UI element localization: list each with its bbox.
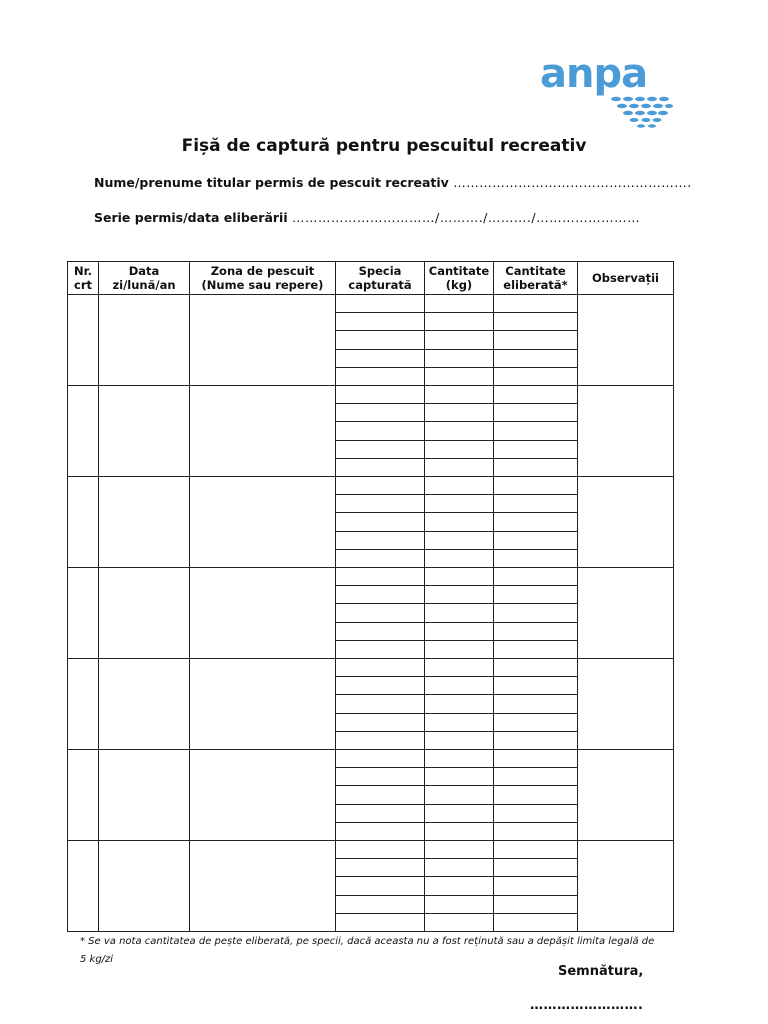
cell-species-line[interactable] bbox=[336, 714, 424, 732]
header-observations: Observații bbox=[578, 262, 674, 295]
header-released-quantity: Cantitate eliberată* bbox=[494, 262, 578, 295]
cell-released-quantity bbox=[494, 386, 578, 477]
cell-species-line[interactable] bbox=[336, 313, 424, 331]
cell-released-quantity-line[interactable] bbox=[494, 604, 577, 622]
cell-quantity-line[interactable] bbox=[425, 859, 493, 877]
cell-species bbox=[336, 659, 425, 750]
table-row bbox=[68, 386, 674, 477]
cell-quantity bbox=[425, 659, 494, 750]
cell-species-line[interactable] bbox=[336, 641, 424, 658]
table-row bbox=[68, 477, 674, 568]
cell-quantity-line[interactable] bbox=[425, 823, 493, 840]
cell-quantity bbox=[425, 295, 494, 386]
cell-species-line[interactable] bbox=[336, 623, 424, 641]
cell-released-quantity-line[interactable] bbox=[494, 313, 577, 331]
cell-released-quantity-line[interactable] bbox=[494, 477, 577, 495]
cell-species bbox=[336, 386, 425, 477]
cell-released-quantity-line[interactable] bbox=[494, 896, 577, 914]
cell-quantity-line[interactable] bbox=[425, 477, 493, 495]
cell-nr-crt[interactable] bbox=[68, 659, 99, 750]
logo-text: anpa bbox=[540, 51, 648, 97]
cell-nr-crt[interactable] bbox=[68, 841, 99, 932]
cell-released-quantity-line[interactable] bbox=[494, 768, 577, 786]
cell-nr-crt[interactable] bbox=[68, 750, 99, 841]
cell-quantity-line[interactable] bbox=[425, 732, 493, 749]
cell-fishing-zone[interactable] bbox=[190, 386, 336, 477]
cell-species-line[interactable] bbox=[336, 786, 424, 804]
cell-observations[interactable] bbox=[578, 477, 674, 568]
cell-released-quantity bbox=[494, 295, 578, 386]
cell-quantity-line[interactable] bbox=[425, 513, 493, 531]
cell-released-quantity-line[interactable] bbox=[494, 714, 577, 732]
permit-blank[interactable]: ……………………………/………./………./…………………… bbox=[291, 210, 641, 225]
cell-quantity-line[interactable] bbox=[425, 786, 493, 804]
cell-species bbox=[336, 750, 425, 841]
cell-species-line[interactable] bbox=[336, 841, 424, 859]
cell-released-quantity-line[interactable] bbox=[494, 586, 577, 604]
cell-released-quantity-line[interactable] bbox=[494, 459, 577, 476]
cell-species-line[interactable] bbox=[336, 513, 424, 531]
cell-quantity-line[interactable] bbox=[425, 459, 493, 476]
cell-date[interactable] bbox=[99, 841, 190, 932]
header-quantity: Cantitate (kg) bbox=[425, 262, 494, 295]
cell-released-quantity-line[interactable] bbox=[494, 786, 577, 804]
cell-nr-crt[interactable] bbox=[68, 477, 99, 568]
signature-label: Semnătura, bbox=[558, 964, 644, 979]
cell-species bbox=[336, 568, 425, 659]
cell-quantity-line[interactable] bbox=[425, 550, 493, 567]
cell-observations[interactable] bbox=[578, 568, 674, 659]
table-row bbox=[68, 295, 674, 386]
cell-observations[interactable] bbox=[578, 386, 674, 477]
cell-released-quantity-line[interactable] bbox=[494, 859, 577, 877]
header-species: Specia capturată bbox=[336, 262, 425, 295]
cell-quantity-line[interactable] bbox=[425, 659, 493, 677]
cell-released-quantity-line[interactable] bbox=[494, 841, 577, 859]
cell-quantity-line[interactable] bbox=[425, 422, 493, 440]
cell-quantity-line[interactable] bbox=[425, 750, 493, 768]
cell-species-line[interactable] bbox=[336, 859, 424, 877]
cell-species-line[interactable] bbox=[336, 914, 424, 931]
cell-species-line[interactable] bbox=[336, 568, 424, 586]
cell-species-line[interactable] bbox=[336, 677, 424, 695]
cell-species-line[interactable] bbox=[336, 459, 424, 476]
cell-quantity-line[interactable] bbox=[425, 714, 493, 732]
cell-species-line[interactable] bbox=[336, 368, 424, 385]
cell-fishing-zone[interactable] bbox=[190, 295, 336, 386]
cell-quantity-line[interactable] bbox=[425, 677, 493, 695]
cell-species-line[interactable] bbox=[336, 896, 424, 914]
cell-released-quantity-line[interactable] bbox=[494, 513, 577, 531]
cell-fishing-zone[interactable] bbox=[190, 477, 336, 568]
cell-released-quantity-line[interactable] bbox=[494, 495, 577, 513]
cell-date[interactable] bbox=[99, 295, 190, 386]
cell-observations[interactable] bbox=[578, 750, 674, 841]
cell-date[interactable] bbox=[99, 386, 190, 477]
cell-date[interactable] bbox=[99, 659, 190, 750]
cell-species bbox=[336, 841, 425, 932]
cell-species-line[interactable] bbox=[336, 805, 424, 823]
cell-species-line[interactable] bbox=[336, 404, 424, 422]
table-row bbox=[68, 750, 674, 841]
cell-quantity-line[interactable] bbox=[425, 695, 493, 713]
cell-observations[interactable] bbox=[578, 841, 674, 932]
cell-quantity-line[interactable] bbox=[425, 641, 493, 658]
cell-released-quantity-line[interactable] bbox=[494, 805, 577, 823]
cell-quantity bbox=[425, 568, 494, 659]
page-title: Fișă de captură pentru pescuitul recreativ bbox=[181, 136, 587, 156]
anpa-logo bbox=[538, 50, 678, 130]
cell-released-quantity-line[interactable] bbox=[494, 623, 577, 641]
cell-released-quantity-line[interactable] bbox=[494, 914, 577, 931]
cell-date[interactable] bbox=[99, 568, 190, 659]
cell-released-quantity-line[interactable] bbox=[494, 695, 577, 713]
table-header-row bbox=[68, 262, 674, 295]
permit-field[interactable] bbox=[94, 210, 640, 225]
cell-quantity bbox=[425, 750, 494, 841]
cell-species-line[interactable] bbox=[336, 386, 424, 404]
cell-species-line[interactable] bbox=[336, 750, 424, 768]
cell-released-quantity-line[interactable] bbox=[494, 441, 577, 459]
holder-name-label: Nume/prenume titular permis de pescuit recreativ bbox=[94, 175, 449, 190]
cell-quantity-line[interactable] bbox=[425, 841, 493, 859]
cell-species bbox=[336, 295, 425, 386]
cell-released-quantity-line[interactable] bbox=[494, 877, 577, 895]
cell-nr-crt[interactable] bbox=[68, 295, 99, 386]
cell-quantity bbox=[425, 477, 494, 568]
cell-quantity-line[interactable] bbox=[425, 295, 493, 313]
cell-fishing-zone[interactable] bbox=[190, 659, 336, 750]
cell-quantity-line[interactable] bbox=[425, 350, 493, 368]
table-row bbox=[68, 659, 674, 750]
table-row bbox=[68, 568, 674, 659]
cell-released-quantity-line[interactable] bbox=[494, 368, 577, 385]
header-fishing-zone: Zona de pescuit (Nume sau repere) bbox=[190, 262, 336, 295]
cell-fishing-zone[interactable] bbox=[190, 750, 336, 841]
cell-quantity-line[interactable] bbox=[425, 386, 493, 404]
cell-released-quantity-line[interactable] bbox=[494, 732, 577, 749]
cell-released-quantity-line[interactable] bbox=[494, 659, 577, 677]
cell-species-line[interactable] bbox=[336, 422, 424, 440]
cell-quantity-line[interactable] bbox=[425, 568, 493, 586]
cell-quantity-line[interactable] bbox=[425, 441, 493, 459]
cell-released-quantity bbox=[494, 841, 578, 932]
signature-line[interactable]: ……………………. bbox=[530, 998, 644, 1013]
cell-observations[interactable] bbox=[578, 295, 674, 386]
cell-quantity-line[interactable] bbox=[425, 604, 493, 622]
permit-label: Serie permis/data eliberării bbox=[94, 210, 288, 225]
cell-quantity-line[interactable] bbox=[425, 368, 493, 385]
cell-date[interactable] bbox=[99, 477, 190, 568]
cell-released-quantity-line[interactable] bbox=[494, 295, 577, 313]
cell-quantity-line[interactable] bbox=[425, 532, 493, 550]
cell-species-line[interactable] bbox=[336, 550, 424, 567]
holder-name-blank[interactable]: ………………………………………………. bbox=[453, 175, 692, 190]
cell-quantity bbox=[425, 841, 494, 932]
fish-school-icon bbox=[608, 94, 674, 128]
cell-species-line[interactable] bbox=[336, 350, 424, 368]
cell-species-line[interactable] bbox=[336, 586, 424, 604]
cell-species-line[interactable] bbox=[336, 495, 424, 513]
cell-quantity bbox=[425, 386, 494, 477]
footnote: * Se va nota cantitatea de pește eliberată, pe specii, dacă aceasta nu a fost reținută sau a depășit limita legală de 5 kg/zi bbox=[80, 936, 655, 965]
cell-fishing-zone[interactable] bbox=[190, 568, 336, 659]
cell-released-quantity bbox=[494, 477, 578, 568]
cell-quantity-line[interactable] bbox=[425, 768, 493, 786]
cell-quantity-line[interactable] bbox=[425, 896, 493, 914]
catch-log-table bbox=[67, 261, 674, 932]
cell-quantity-line[interactable] bbox=[425, 877, 493, 895]
cell-species-line[interactable] bbox=[336, 477, 424, 495]
cell-released-quantity-line[interactable] bbox=[494, 350, 577, 368]
cell-released-quantity-line[interactable] bbox=[494, 404, 577, 422]
cell-nr-crt[interactable] bbox=[68, 568, 99, 659]
cell-quantity-line[interactable] bbox=[425, 805, 493, 823]
cell-species-line[interactable] bbox=[336, 659, 424, 677]
cell-fishing-zone[interactable] bbox=[190, 841, 336, 932]
cell-species-line[interactable] bbox=[336, 695, 424, 713]
cell-date[interactable] bbox=[99, 750, 190, 841]
cell-released-quantity-line[interactable] bbox=[494, 422, 577, 440]
cell-released-quantity-line[interactable] bbox=[494, 750, 577, 768]
cell-released-quantity-line[interactable] bbox=[494, 386, 577, 404]
cell-quantity-line[interactable] bbox=[425, 623, 493, 641]
cell-species-line[interactable] bbox=[336, 732, 424, 749]
cell-species-line[interactable] bbox=[336, 823, 424, 840]
cell-released-quantity-line[interactable] bbox=[494, 331, 577, 349]
cell-released-quantity-line[interactable] bbox=[494, 532, 577, 550]
cell-quantity-line[interactable] bbox=[425, 914, 493, 931]
cell-species-line[interactable] bbox=[336, 604, 424, 622]
cell-released-quantity-line[interactable] bbox=[494, 823, 577, 840]
cell-quantity-line[interactable] bbox=[425, 495, 493, 513]
cell-species-line[interactable] bbox=[336, 768, 424, 786]
cell-species-line[interactable] bbox=[336, 295, 424, 313]
cell-released-quantity bbox=[494, 568, 578, 659]
cell-quantity-line[interactable] bbox=[425, 404, 493, 422]
cell-released-quantity-line[interactable] bbox=[494, 641, 577, 658]
cell-quantity-line[interactable] bbox=[425, 313, 493, 331]
cell-nr-crt[interactable] bbox=[68, 386, 99, 477]
header-nr-crt: Nr. crt bbox=[68, 262, 99, 295]
cell-quantity-line[interactable] bbox=[425, 586, 493, 604]
cell-quantity-line[interactable] bbox=[425, 331, 493, 349]
cell-species-line[interactable] bbox=[336, 877, 424, 895]
header-date: Data zi/lună/an bbox=[99, 262, 190, 295]
cell-observations[interactable] bbox=[578, 659, 674, 750]
cell-species-line[interactable] bbox=[336, 331, 424, 349]
cell-released-quantity-line[interactable] bbox=[494, 550, 577, 567]
cell-species bbox=[336, 477, 425, 568]
cell-released-quantity bbox=[494, 659, 578, 750]
cell-species-line[interactable] bbox=[336, 532, 424, 550]
cell-released-quantity bbox=[494, 750, 578, 841]
cell-released-quantity-line[interactable] bbox=[494, 568, 577, 586]
cell-released-quantity-line[interactable] bbox=[494, 677, 577, 695]
holder-name-field[interactable] bbox=[94, 175, 692, 190]
table-row bbox=[68, 841, 674, 932]
cell-species-line[interactable] bbox=[336, 441, 424, 459]
